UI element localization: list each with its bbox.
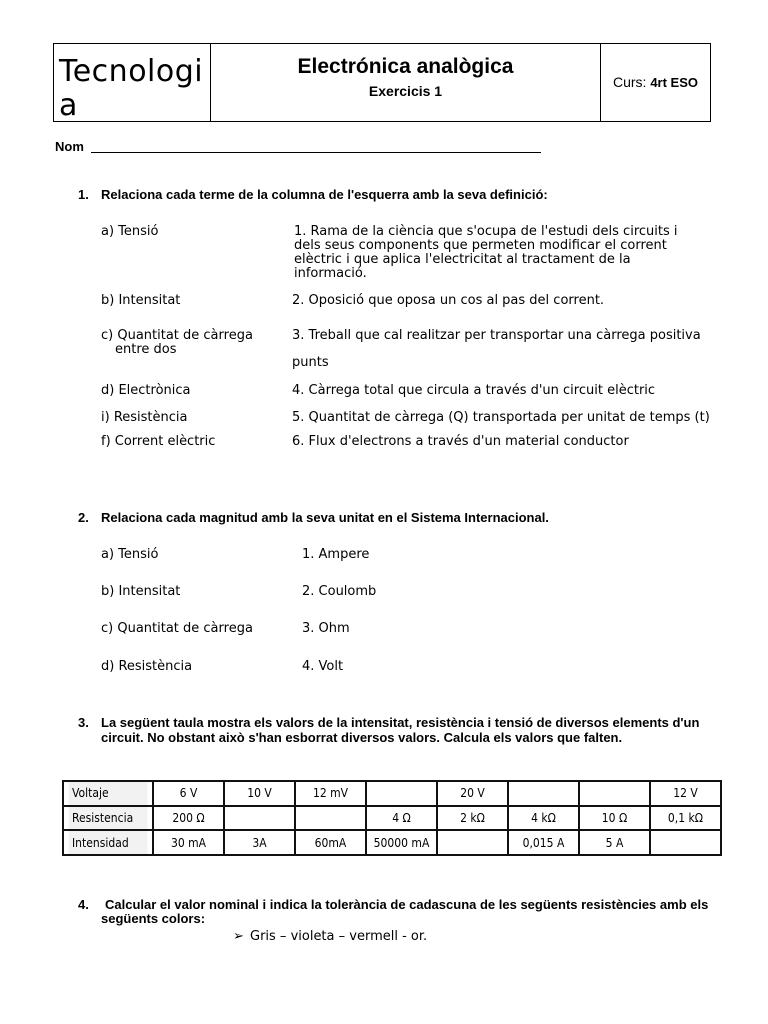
q1-right-1: 1. Rama de la ciència que s'ocupa de l'estudi dels circuits i bbox=[294, 224, 678, 239]
row-label: Intensidad bbox=[68, 830, 149, 855]
table-cell: 4 Ω bbox=[370, 806, 434, 831]
name-field-line[interactable] bbox=[91, 152, 541, 153]
q4-text-line2: següents colors: bbox=[101, 911, 206, 926]
q1-right-1c: elèctric i que aplica l'electricitat al tractament de la bbox=[294, 252, 631, 267]
table-cell: 2 kΩ bbox=[441, 806, 505, 831]
table-cell: 50000 mA bbox=[370, 830, 434, 855]
course-label: Curs: bbox=[612, 74, 647, 90]
q1-right-6: 6. Flux d'electrons a través d'un material conductor bbox=[292, 434, 629, 449]
q2-left-a: a) Tensió bbox=[101, 547, 159, 562]
q2-right-2: 2. Coulomb bbox=[302, 584, 377, 599]
q1-left-c: c) Quantitat de càrrega bbox=[101, 328, 253, 343]
table-cell[interactable] bbox=[583, 781, 647, 806]
q1-left-i: i) Resistència bbox=[101, 410, 188, 425]
table-cell: 60mA bbox=[299, 830, 363, 855]
table-cell[interactable] bbox=[654, 830, 718, 855]
q1-left-d: d) Electrònica bbox=[101, 383, 191, 398]
table-cell: 4 kΩ bbox=[512, 806, 576, 831]
table-cell: 200 Ω bbox=[157, 806, 221, 831]
table-row-voltaje bbox=[63, 781, 721, 806]
table-cell: 12 mV bbox=[299, 781, 363, 806]
q1-left-f: f) Corrent elèctric bbox=[101, 434, 216, 449]
course-cell bbox=[601, 44, 710, 121]
q1-right-4: 4. Càrrega total que circula a través d'un circuit elèctric bbox=[292, 383, 656, 398]
q1-right-1d: informació. bbox=[294, 266, 367, 281]
table-row-intensidad bbox=[63, 830, 721, 855]
table-cell[interactable] bbox=[228, 806, 292, 831]
values-table bbox=[62, 780, 722, 856]
name-label: Nom bbox=[55, 139, 84, 154]
q3-number: 3. bbox=[78, 715, 89, 730]
document-subtitle: Exercicis 1 bbox=[368, 83, 443, 99]
bullet-arrow-icon: ➢ bbox=[233, 929, 244, 944]
title-cell bbox=[211, 44, 601, 121]
table-cell: 20 V bbox=[441, 781, 505, 806]
subject-text: Tecnologia bbox=[59, 54, 204, 123]
document-title: Electrónica analògica bbox=[297, 55, 514, 78]
q2-left-b: b) Intensitat bbox=[101, 584, 181, 599]
q1-left-c-cont: entre dos bbox=[115, 342, 177, 357]
header-table bbox=[53, 43, 711, 122]
table-cell[interactable] bbox=[299, 806, 363, 831]
table-cell: 0,015 A bbox=[512, 830, 576, 855]
table-cell: 10 Ω bbox=[583, 806, 647, 831]
q1-number: 1. bbox=[78, 187, 89, 202]
table-cell: 30 mA bbox=[157, 830, 221, 855]
table-cell: 0,1 kΩ bbox=[654, 806, 718, 831]
table-cell: 12 V bbox=[654, 781, 718, 806]
q2-right-3: 3. Ohm bbox=[302, 621, 350, 636]
table-cell[interactable] bbox=[512, 781, 576, 806]
q3-text-line1: La següent taula mostra els valors de la intensitat, resistència i tensió de diversos elements d'un bbox=[101, 715, 700, 730]
q1-left-a: a) Tensió bbox=[101, 224, 159, 239]
table-cell: 5 A bbox=[583, 830, 647, 855]
q2-left-d: d) Resistència bbox=[101, 659, 193, 674]
row-label: Voltaje bbox=[68, 781, 149, 806]
q1-right-3: 3. Treball que cal realitzar per transportar una càrrega positiva bbox=[292, 328, 701, 343]
table-cell[interactable] bbox=[441, 830, 505, 855]
q2-text: Relaciona cada magnitud amb la seva unitat en el Sistema Internacional. bbox=[101, 510, 549, 525]
table-cell: 6 V bbox=[157, 781, 221, 806]
table-cell: 10 V bbox=[228, 781, 292, 806]
table-cell[interactable] bbox=[370, 781, 434, 806]
q1-right-3b: punts bbox=[292, 355, 329, 370]
table-row-resistencia bbox=[63, 806, 721, 831]
q1-text: Relaciona cada terme de la columna de l'esquerra amb la seva definició: bbox=[101, 187, 548, 202]
q1-right-5: 5. Quantitat de càrrega (Q) transportada per unitat de temps (t) bbox=[292, 410, 710, 425]
q4-color-item: Gris – violeta – vermell - or. bbox=[250, 929, 428, 944]
q1-left-b: b) Intensitat bbox=[101, 293, 181, 308]
subject-cell bbox=[54, 44, 211, 121]
q1-right-2: 2. Oposició que oposa un cos al pas del corrent. bbox=[292, 293, 605, 308]
q3-text-line2: circuit. No obstant això s'han esborrat diversos valors. Calcula els valors que falten. bbox=[101, 730, 623, 745]
q1-right-1b: dels seus components que permeten modificar el corrent bbox=[294, 238, 667, 253]
q4-number: 4. bbox=[78, 897, 89, 912]
course-value: 4rt ESO bbox=[650, 75, 699, 90]
q2-number: 2. bbox=[78, 510, 89, 525]
q4-text-line1: Calcular el valor nominal i indica la tolerància de cadascuna de les següents resistències amb els bbox=[105, 897, 709, 912]
q2-right-1: 1. Ampere bbox=[302, 547, 370, 562]
q2-left-c: c) Quantitat de càrrega bbox=[101, 621, 253, 636]
table-cell: 3A bbox=[228, 830, 292, 855]
q2-right-4: 4. Volt bbox=[302, 659, 344, 674]
row-label: Resistencia bbox=[68, 806, 149, 831]
